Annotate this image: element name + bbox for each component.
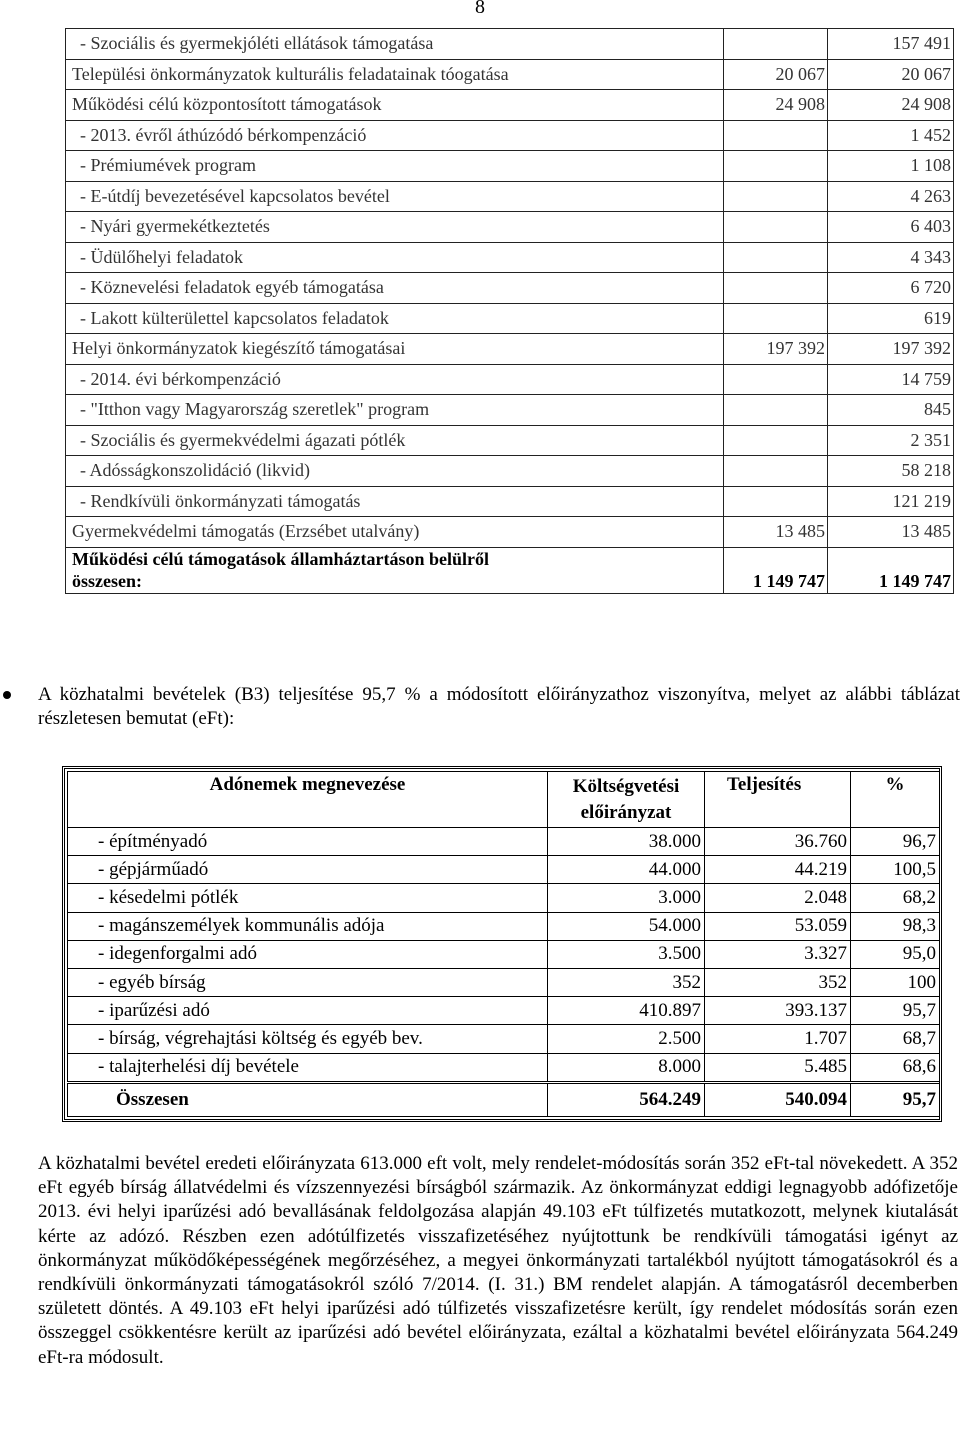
tax-row xyxy=(68,968,940,996)
tax-sum-percent: 95,7 xyxy=(851,1083,940,1117)
support-row-label: Működési célú központosított támogatások xyxy=(66,90,724,121)
tax-row-name: - építményadó xyxy=(68,828,548,856)
support-row-label: - Szociális és gyermekvédelmi ágazati pótlék xyxy=(66,425,724,456)
tax-row-percent: 95,7 xyxy=(851,997,940,1025)
tax-row xyxy=(68,1053,940,1083)
support-row xyxy=(66,59,954,90)
tax-row-budget: 54.000 xyxy=(548,912,705,940)
tax-row xyxy=(68,1025,940,1053)
tax-sum-row xyxy=(68,1083,940,1117)
support-row-label: Helyi önkormányzatok kiegészítő támogatásai xyxy=(66,334,724,365)
tax-row-fulfilment: 393.137 xyxy=(705,997,851,1025)
tax-row-percent: 68,2 xyxy=(851,884,940,912)
tax-row-budget: 8.000 xyxy=(548,1053,705,1083)
support-row xyxy=(66,242,954,273)
support-row-col2: 24 908 xyxy=(828,90,954,121)
support-row-col1 xyxy=(724,303,828,334)
header-budget: Költségvetési előirányzat xyxy=(548,772,705,828)
support-row xyxy=(66,456,954,487)
support-row-col2: 58 218 xyxy=(828,456,954,487)
support-row xyxy=(66,181,954,212)
support-total-row xyxy=(66,547,954,593)
tax-row-budget: 3.500 xyxy=(548,940,705,968)
tax-row-name: - idegenforgalmi adó xyxy=(68,940,548,968)
support-row-col2: 4 263 xyxy=(828,181,954,212)
tax-row-percent: 100 xyxy=(851,968,940,996)
tax-row-budget: 38.000 xyxy=(548,828,705,856)
support-table xyxy=(65,28,954,594)
support-row-label: - "Itthon vagy Magyarország szeretlek" program xyxy=(66,395,724,426)
tax-sum-budget: 564.249 xyxy=(548,1083,705,1117)
tax-row xyxy=(68,828,940,856)
support-row xyxy=(66,151,954,182)
support-row-label: - Rendkívüli önkormányzati támogatás xyxy=(66,486,724,517)
support-row xyxy=(66,486,954,517)
support-row-label: - E-útdíj bevezetésével kapcsolatos bevétel xyxy=(66,181,724,212)
support-row-col1 xyxy=(724,395,828,426)
page-number: 8 xyxy=(475,0,485,18)
support-row-col2: 20 067 xyxy=(828,59,954,90)
support-row-col1: 24 908 xyxy=(724,90,828,121)
tax-row-percent: 100,5 xyxy=(851,856,940,884)
tax-row-percent: 95,0 xyxy=(851,940,940,968)
support-row-col2: 619 xyxy=(828,303,954,334)
support-row-col1 xyxy=(724,486,828,517)
tax-row-name: - bírság, végrehajtási költség és egyéb bev. xyxy=(68,1025,548,1053)
support-row-col1 xyxy=(724,151,828,182)
support-row-col1: 13 485 xyxy=(724,517,828,548)
support-row-col1 xyxy=(724,456,828,487)
support-row xyxy=(66,334,954,365)
tax-row-name: - késedelmi pótlék xyxy=(68,884,548,912)
tax-row-fulfilment: 5.485 xyxy=(705,1053,851,1083)
explanation-paragraph xyxy=(38,1152,958,1370)
support-row-col1: 20 067 xyxy=(724,59,828,90)
support-row xyxy=(66,364,954,395)
tax-table-frame xyxy=(62,766,942,1122)
support-total-label xyxy=(66,547,724,593)
support-row-label: - 2013. évről áthúzódó bérkompenzáció xyxy=(66,120,724,151)
support-row-col1: 197 392 xyxy=(724,334,828,365)
support-row xyxy=(66,303,954,334)
support-row-col2: 845 xyxy=(828,395,954,426)
tax-row xyxy=(68,884,940,912)
tax-row-name: - egyéb bírság xyxy=(68,968,548,996)
support-row-col1 xyxy=(724,425,828,456)
support-row-label: - Lakott külterülettel kapcsolatos feladatok xyxy=(66,303,724,334)
support-row xyxy=(66,212,954,243)
tax-row xyxy=(68,997,940,1025)
support-row-col1 xyxy=(724,29,828,60)
bullet-paragraph xyxy=(0,683,960,731)
support-row-label: - Nyári gyermekétkeztetés xyxy=(66,212,724,243)
support-total-col2: 1 149 747 xyxy=(828,547,954,593)
tax-row-fulfilment: 352 xyxy=(705,968,851,996)
support-row-label: - Prémiumévek program xyxy=(66,151,724,182)
support-row-col1 xyxy=(724,242,828,273)
tax-row-budget: 2.500 xyxy=(548,1025,705,1053)
support-row-col1 xyxy=(724,212,828,243)
header-percent: % xyxy=(851,772,940,828)
explanation-text: A közhatalmi bevétel eredeti előirányzata 613.000 eft volt, mely rendelet-módosítás során 352 eFt-tal növekedett. A 352 eFt egyéb bírság állatvédelmi és vízszennyezési bírságból származik. Az önkormányzat eddigi legnagyobb adófizetője 2013. évi helyi iparűzési adó bevallásának feldolgozása alapján 49.103 eFt túlfizetés mutatkozott, melynek kiutalását kérte az adózó. Részben ezen adótúlfizetés visszafizetéséhez nyújtottunk be rendkívüli támogatási igényt az önkormányzat működőképességének megőrzéséhez, a megyei önkormányzati tartalékból nyújtott támogatásokról és a rendkívüli önkormányzati támogatásokról szóló 7/2014. (I. 31.) BM rendelet alapján. A támogatásról decemberben született döntés. A 49.103 eFt helyi iparűzési adó túlfizetés visszafizetésre került, így rendelet módosítás során ezen összeggel csökkentésre került az iparűzési adó bevétel előirányzata, ezáltal a közhatalmi bevétel előirányzata 564.249 eFt-ra módosult. xyxy=(38,1153,958,1368)
tax-row-budget: 352 xyxy=(548,968,705,996)
support-row xyxy=(66,90,954,121)
header-tax-name: Adónemek megnevezése xyxy=(68,772,548,828)
tax-row-name: - gépjárműadó xyxy=(68,856,548,884)
support-row-col2: 6 720 xyxy=(828,273,954,304)
tax-row-name: - talajterhelési díj bevétele xyxy=(68,1053,548,1083)
support-row-col2: 13 485 xyxy=(828,517,954,548)
support-row-col2: 197 392 xyxy=(828,334,954,365)
support-row-col2: 157 491 xyxy=(828,29,954,60)
tax-row-fulfilment: 1.707 xyxy=(705,1025,851,1053)
support-row-col1 xyxy=(724,181,828,212)
support-row-col2: 121 219 xyxy=(828,486,954,517)
support-row-col2: 14 759 xyxy=(828,364,954,395)
support-row xyxy=(66,273,954,304)
tax-row-fulfilment: 44.219 xyxy=(705,856,851,884)
tax-table xyxy=(67,771,940,1117)
header-fulfilment: Teljesítés xyxy=(705,772,851,828)
tax-row-name: - magánszemélyek kommunális adója xyxy=(68,912,548,940)
tax-row-fulfilment: 3.327 xyxy=(705,940,851,968)
support-row-label: - Üdülőhelyi feladatok xyxy=(66,242,724,273)
support-row-col2: 1 108 xyxy=(828,151,954,182)
support-row xyxy=(66,425,954,456)
tax-sum-label: Összesen xyxy=(68,1083,548,1117)
tax-row-percent: 96,7 xyxy=(851,828,940,856)
support-row-col2: 2 351 xyxy=(828,425,954,456)
support-row-col1 xyxy=(724,273,828,304)
support-row-label: - 2014. évi bérkompenzáció xyxy=(66,364,724,395)
tax-row-percent: 98,3 xyxy=(851,912,940,940)
support-row-col1 xyxy=(724,364,828,395)
support-row-label: Gyermekvédelmi támogatás (Erzsébet utalvány) xyxy=(66,517,724,548)
support-row xyxy=(66,29,954,60)
tax-row-budget: 3.000 xyxy=(548,884,705,912)
bullet-dot-icon xyxy=(3,691,11,699)
support-row-label: Települési önkormányzatok kulturális feladatainak tóogatása xyxy=(66,59,724,90)
tax-row-budget: 410.897 xyxy=(548,997,705,1025)
support-row-col1 xyxy=(724,120,828,151)
support-row xyxy=(66,120,954,151)
support-row-label: - Adósságkonszolidáció (likvid) xyxy=(66,456,724,487)
support-row xyxy=(66,395,954,426)
support-total-col1: 1 149 747 xyxy=(724,547,828,593)
support-total-label-line2: összesen: xyxy=(72,570,142,591)
tax-row-name: - iparűzési adó xyxy=(68,997,548,1025)
tax-row-percent: 68,6 xyxy=(851,1053,940,1083)
tax-row-fulfilment: 36.760 xyxy=(705,828,851,856)
tax-sum-fulfilment: 540.094 xyxy=(705,1083,851,1117)
tax-table-header-row xyxy=(68,772,940,828)
tax-row-budget: 44.000 xyxy=(548,856,705,884)
tax-row-percent: 68,7 xyxy=(851,1025,940,1053)
support-row-label: - Szociális és gyermekjóléti ellátások támogatása xyxy=(66,29,724,60)
bullet-text: A közhatalmi bevételek (B3) teljesítése 95,7 % a módosított előirányzathoz viszonyítva, melyet az alábbi táblázat részletesen bemutat (eFt): xyxy=(38,684,960,729)
tax-row xyxy=(68,912,940,940)
support-row-col2: 6 403 xyxy=(828,212,954,243)
tax-row xyxy=(68,940,940,968)
tax-row-fulfilment: 2.048 xyxy=(705,884,851,912)
tax-row xyxy=(68,856,940,884)
tax-row-fulfilment: 53.059 xyxy=(705,912,851,940)
support-total-label-line1: Működési célú támogatások államháztartáson belülről xyxy=(72,548,489,569)
support-row-label: - Köznevelési feladatok egyéb támogatása xyxy=(66,273,724,304)
support-row-col2: 1 452 xyxy=(828,120,954,151)
support-row-col2: 4 343 xyxy=(828,242,954,273)
support-row xyxy=(66,517,954,548)
